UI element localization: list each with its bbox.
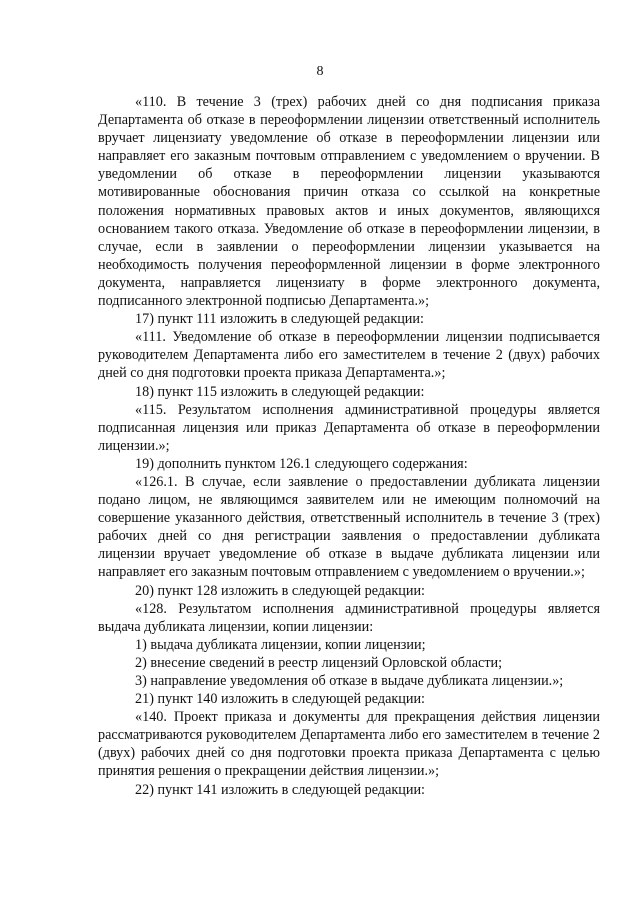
page-number: 8 xyxy=(316,64,324,79)
paragraph-item-18: 18) пункт 115 изложить в следующей редакции: xyxy=(135,383,425,400)
paragraph-item-19: 19) дополнить пунктом 126.1 следующего содержания: xyxy=(135,455,468,472)
paragraph-140: «140. Проект приказа и документы для прекращения действия лицензии рассматриваются руководителем Департамента либо его заместителем в течение 2 (двух) рабочих дней со дня подготовки проекта приказа Департамента с целью принятия решения о прекращении действия лицензии.»; xyxy=(98,709,600,780)
paragraph-115: «115. Результатом исполнения административной процедуры является подписанная лицензия или приказ Департамента об отказе в переоформлении лицензии.»; xyxy=(98,401,600,454)
list-item-2: 2) внесение сведений в реестр лицензий Орловской области; xyxy=(135,654,503,671)
paragraph-126-1: «126.1. В случае, если заявление о предоставлении дубликата лицензии подано лицом, не являющимся заявителем или не имеющим полномочий на совершение указанного действия, ответственный исполнитель в течение 3 (трех) рабочих дней со дня регистрации заявления о предоставлении дубликата лицензии вручает уведомление об отказе в выдаче дубликата лицензии или направляет его заказным почтовым отправлением с уведомлением о вручении.»; xyxy=(98,473,600,581)
paragraph-item-17: 17) пункт 111 изложить в следующей редакции: xyxy=(135,311,424,328)
paragraph-item-22: 22) пункт 141 изложить в следующей редакции: xyxy=(135,781,425,798)
paragraph-128: «128. Результатом исполнения административной процедуры является выдача дубликата лицензии, копии лицензии: xyxy=(98,600,600,635)
paragraph-item-21: 21) пункт 140 изложить в следующей редакции: xyxy=(135,691,425,708)
paragraph-110: «110. В течение 3 (трех) рабочих дней со дня подписания приказа Департамента об отказе в переоформлении лицензии ответственный исполнитель вручает лицензиату уведомление об отказе в переоформлении лицензии или направляет его заказным почтовым отправлением с уведомлением о вручении. В уведомлении об отказе в переоформлении лицензии указываются мотивированные обоснования причин отказа со ссылкой на конкретные положения нормативных правовых актов и иных документов, являющихся основанием такого отказа. Уведомление об отказе в переоформлении лицензии, в случае, если в заявлении о переоформлении лицензии указывается на необходимость получения переоформленной лицензии в форме электронного документа, направляется лицензиату в форме электронного документа, подписанного электронной подписью Департамента.»; xyxy=(98,94,600,310)
list-item-1: 1) выдача дубликата лицензии, копии лицензии; xyxy=(135,636,426,653)
document-body xyxy=(98,93,600,799)
paragraph-111: «111. Уведомление об отказе в переоформлении лицензии подписывается руководителем Департамента либо его заместителем в течение 2 (двух) рабочих дней со дня подготовки проекта приказа Департамента.»; xyxy=(98,329,600,382)
paragraph-item-20: 20) пункт 128 изложить в следующей редакции: xyxy=(135,582,425,599)
list-item-3: 3) направление уведомления об отказе в выдаче дубликата лицензии.»; xyxy=(135,673,564,689)
